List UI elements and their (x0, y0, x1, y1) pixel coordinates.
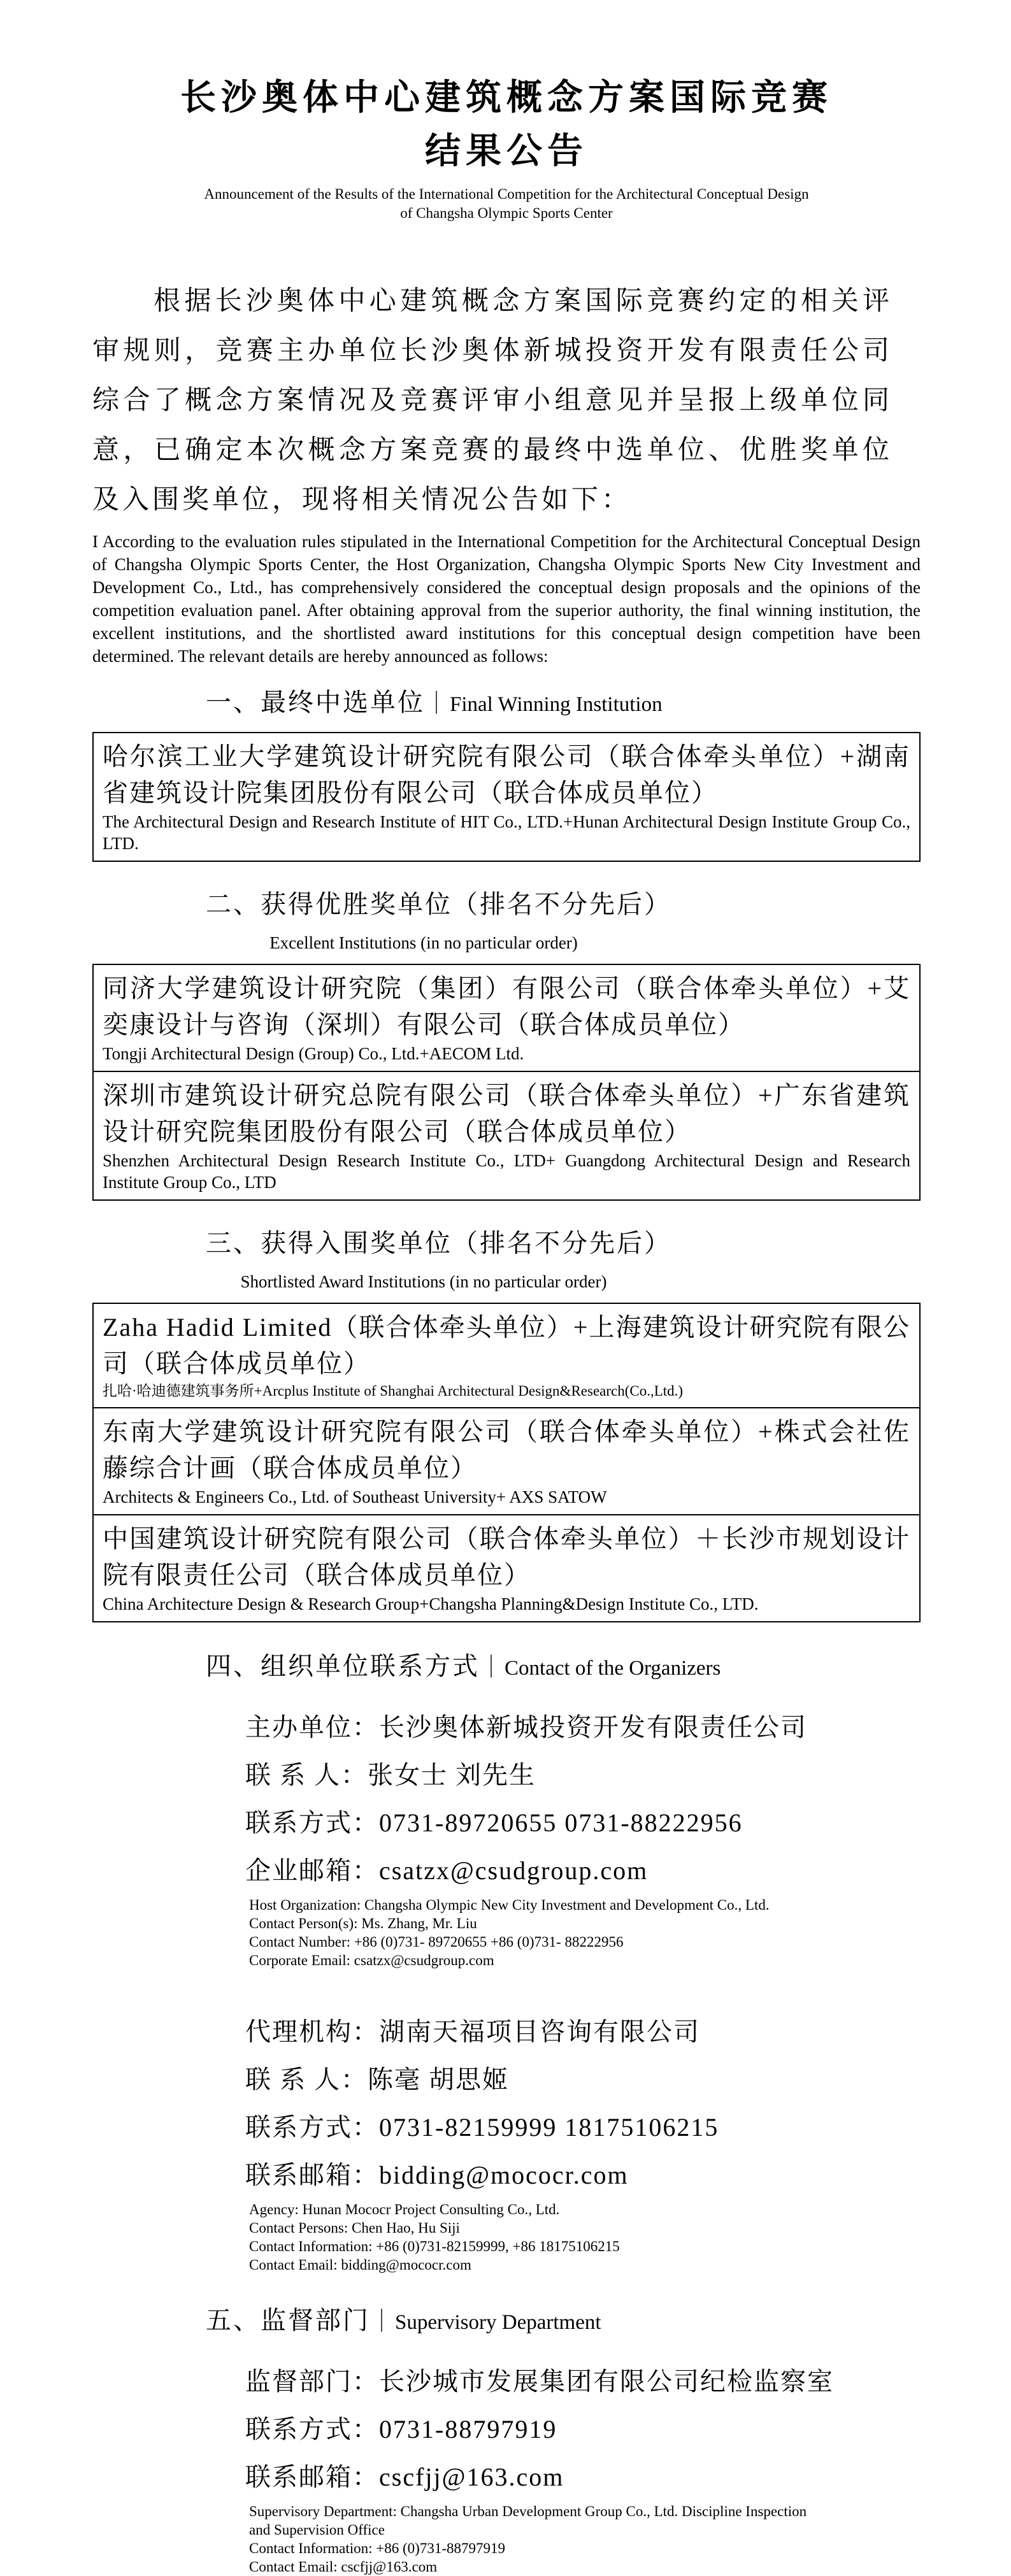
page-subtitle-en (92, 185, 921, 223)
heading-separator: ｜ (425, 691, 450, 716)
host-email-en: Corporate Email: csatzx@csudgroup.com (249, 1952, 494, 1968)
supervisory-block (92, 2358, 921, 2576)
institution-name-en: Architects & Engineers Co., Ltd. of Southeast University+ AXS SATOW (103, 1487, 607, 1506)
section2-heading-en: Excellent Institutions (in no particular order) (269, 933, 578, 952)
institution-name-en: 扎哈·哈迪德建筑事务所+Arcplus Institute of Shanghai Architectural Design&Research(Co.,Ltd.) (103, 1383, 684, 1399)
section2-heading-cn: 二、获得优胜奖单位（排名不分先后） (206, 890, 671, 919)
section3-heading (206, 1225, 921, 1262)
institution-name-en: Shenzhen Architectural Design Research Institute Co., LTD+ Guangdong Architectural Design and Research Institute Group Co., LTD (103, 1151, 910, 1192)
section1-heading-en: Final Winning Institution (450, 693, 663, 716)
section5-heading-cn: 五、监督部门 (206, 2306, 370, 2335)
table-row (94, 733, 919, 861)
intro-paragraph-cn: 根据长沙奥体中心建筑概念方案国际竞赛约定的相关评审规则，竞赛主办单位长沙奥体新城投资开发有限责任公司综合了概念方案情况及竞赛评审小组意见并呈报上级单位同意，已确定本次概念方案竞赛的最终中选单位、优胜奖单位及入围奖单位，现将相关情况公告如下： (92, 287, 893, 515)
section1-heading (206, 684, 921, 723)
host-contact-en-block (249, 1896, 921, 1970)
institution-name-cn: 深圳市建筑设计研究总院有限公司（联合体牵头单位）+广东省建筑设计研究院集团股份有限公司（联合体成员单位） (103, 1081, 910, 1146)
supervisory-department-line: 监督部门：长沙城市发展集团有限公司纪检监察室 (245, 2367, 834, 2396)
host-contact-number-line: 联系方式：0731-89720655 0731-88222956 (245, 1808, 743, 1837)
supervisory-en-block (249, 2502, 822, 2576)
subtitle-line-2: of Changsha Olympic Sports Center (400, 205, 613, 221)
agency-contact-person-line: 联 系 人：陈毫 胡思姬 (245, 2065, 509, 2094)
institution-name-en: The Architectural Design and Research Institute of HIT Co., LTD.+Hunan Architectural Design Institute Group Co., LTD. (103, 812, 910, 853)
heading-separator: ｜ (480, 1654, 505, 1680)
section3-heading-en: Shortlisted Award Institutions (in no particular order) (240, 1272, 607, 1291)
host-organization-en: Host Organization: Changsha Olympic New City Investment and Development Co., Ltd. (249, 1897, 770, 1913)
page-title (92, 71, 921, 178)
host-contact-block (92, 1703, 921, 1970)
supervisory-email-line: 联系邮箱：cscfjj@163.com (245, 2463, 564, 2491)
agency-line: 代理机构：湖南天福项目咨询有限公司 (245, 2017, 700, 2046)
excellent-institutions-table (92, 964, 921, 1201)
supervisory-contact-number-en: Contact Information: +86 (0)731-88797919 (249, 2540, 505, 2556)
supervisory-contact-number-line: 联系方式：0731-88797919 (245, 2415, 557, 2444)
institution-name-cn: 东南大学建筑设计研究院有限公司（联合体牵头单位）+株式会社佐藤综合计画（联合体成员单位） (103, 1417, 910, 1482)
section5-heading (206, 2302, 921, 2341)
section4-heading (206, 1648, 921, 1687)
agency-contact-number-en: Contact Information: +86 (0)731-82159999, +86 18175106215 (249, 2238, 620, 2254)
supervisory-department-en: Supervisory Department: Changsha Urban Development Group Co., Ltd. Discipline Inspection and Supervision Office (249, 2503, 807, 2538)
host-email-line: 企业邮箱：csatzx@csudgroup.com (245, 1856, 649, 1885)
agency-contact-person-en: Contact Persons: Chen Hao, Hu Siji (249, 2220, 460, 2236)
table-row (94, 1304, 919, 1407)
section1-heading-cn: 一、最终中选单位 (206, 688, 425, 717)
table-row (94, 1407, 919, 1514)
winning-institution-table (92, 732, 921, 862)
table-row (94, 1071, 919, 1199)
institution-name-cn: 同济大学建筑设计研究院（集团）有限公司（联合体牵头单位）+艾奕康设计与咨询（深圳）有限公司（联合体成员单位） (103, 974, 910, 1039)
section5-heading-en: Supervisory Department (395, 2311, 601, 2334)
institution-name-cn: 哈尔滨工业大学建筑设计研究院有限公司（联合体牵头单位）+湖南省建筑设计院集团股份有限公司（联合体成员单位） (103, 742, 910, 807)
institution-name-cn: 中国建筑设计研究院有限公司（联合体牵头单位）＋长沙市规划设计院有限责任公司（联合体成员单位） (103, 1524, 910, 1589)
institution-name-en: Tongji Architectural Design (Group) Co., Ltd.+AECOM Ltd. (103, 1044, 524, 1063)
agency-contact-en-block (249, 2200, 921, 2274)
institution-name-en: China Architecture Design & Research Group+Changsha Planning&Design Institute Co., LTD. (103, 1594, 759, 1614)
agency-email-en: Contact Email: bidding@mococr.com (249, 2257, 471, 2273)
agency-email-line: 联系邮箱：bidding@mococr.com (245, 2161, 629, 2189)
shortlisted-institutions-table (92, 1303, 921, 1622)
section4-heading-en: Contact of the Organizers (505, 1657, 721, 1680)
institution-name-cn: Zaha Hadid Limited（联合体牵头单位）+上海建筑设计研究院有限公司（联合体成员单位） (103, 1313, 910, 1378)
table-row (94, 1514, 919, 1621)
agency-contact-block (92, 2008, 921, 2274)
table-row (94, 965, 919, 1071)
title-line-1: 长沙奥体中心建筑概念方案国际竞赛 (180, 78, 833, 118)
title-line-2: 结果公告 (425, 132, 588, 171)
heading-separator: ｜ (370, 2308, 396, 2334)
section4-heading-cn: 四、组织单位联系方式 (206, 1652, 480, 1680)
subtitle-line-1: Announcement of the Results of the International Competition for the Architectural Conceptual Design (204, 186, 809, 202)
host-contact-person-en: Contact Person(s): Ms. Zhang, Mr. Liu (249, 1915, 477, 1931)
host-contact-number-en: Contact Number: +86 (0)731- 89720655 +86 (0)731- 88222956 (249, 1934, 624, 1950)
intro-paragraph-en: I According to the evaluation rules stipulated in the International Competition for the Architectural Conceptual Design of Changsha Olympic Sports Center, the Host Organization, Changsha Olympic Sports New City Investment and Development Co., Ltd., has comprehensively considered the conceptual design proposals and the opinions of the competition evaluation panel. After obtaining approval from the superior authority, the final winning institution, the excellent institutions, and the shortlisted award institutions for this conceptual design competition have been determined. The relevant details are hereby announced as follows: (92, 532, 921, 666)
agency-contact-number-line: 联系方式：0731-82159999 18175106215 (245, 2113, 719, 2142)
agency-en: Agency: Hunan Mococr Project Consulting Co., Ltd. (249, 2201, 560, 2217)
section3-heading-cn: 三、获得入围奖单位（排名不分先后） (206, 1229, 671, 1257)
host-organization-line: 主办单位：长沙奥体新城投资开发有限责任公司 (245, 1713, 807, 1742)
spacer (92, 1970, 921, 1991)
supervisory-email-en: Contact Email: cscfjj@163.com (249, 2559, 438, 2575)
host-contact-person-line: 联 系 人：张女士 刘先生 (245, 1761, 536, 1789)
section2-heading (206, 886, 921, 923)
